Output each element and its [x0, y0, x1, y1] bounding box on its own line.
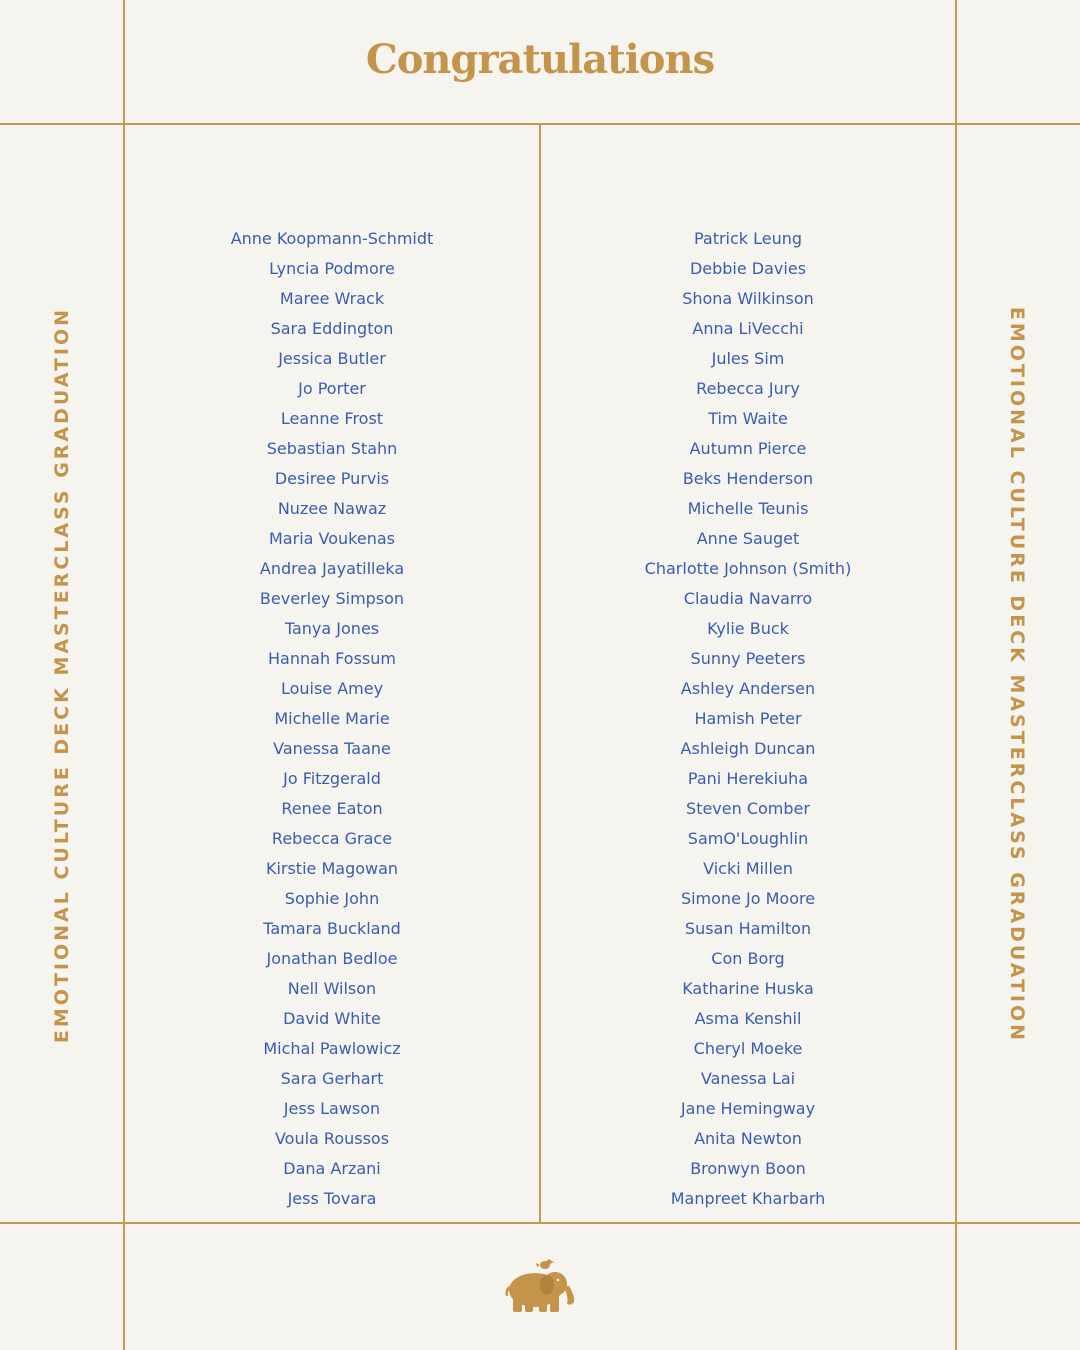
graduate-name: Jessica Butler — [278, 349, 386, 368]
graduate-name: Beverley Simpson — [259, 589, 405, 608]
graduate-name: Michelle Marie — [274, 709, 390, 728]
graduate-name: David White — [283, 1009, 381, 1028]
graduate-name: Rebecca Grace — [271, 829, 393, 848]
names-list-right — [541, 224, 955, 1214]
graduate-name: Anna LiVecchi — [692, 319, 804, 338]
graduate-name: Voula Roussos — [274, 1129, 390, 1148]
graduate-name: Tamara Buckland — [263, 919, 401, 938]
graduate-name: Tim Waite — [708, 409, 788, 428]
graduate-name: Sebastian Stahn — [266, 439, 398, 458]
graduate-name: Steven Comber — [686, 799, 810, 818]
graduate-name: Louise Amey — [280, 679, 384, 698]
graduate-name: Rebecca Jury — [696, 379, 800, 398]
graduate-name: Charlotte Johnson (Smith) — [644, 559, 852, 578]
graduate-name: Jonathan Bedloe — [266, 949, 398, 968]
side-caption-right: EMOTIONAL CULTURE DECK MASTERCLASS GRADUATION — [1006, 306, 1028, 1044]
graduate-name: Vanessa Taane — [273, 739, 391, 758]
graduate-name: Jo Fitzgerald — [283, 769, 381, 788]
graduate-name: Hamish Peter — [694, 709, 802, 728]
graduate-name: Anita Newton — [694, 1129, 802, 1148]
graduate-name: Maria Voukenas — [269, 529, 395, 548]
graduate-name: Katharine Huska — [682, 979, 814, 998]
graduate-name: Bronwyn Boon — [690, 1159, 806, 1178]
graduate-name: Desiree Purvis — [274, 469, 390, 488]
graduate-name: Beks Henderson — [682, 469, 814, 488]
page-title: Congratulations — [365, 36, 715, 83]
graduate-name: Michelle Teunis — [687, 499, 809, 518]
side-caption-left: EMOTIONAL CULTURE DECK MASTERCLASS GRADUATION — [51, 306, 73, 1044]
elephant-icon — [503, 1256, 577, 1316]
graduate-name: Nell Wilson — [287, 979, 377, 998]
graduate-name: Susan Hamilton — [684, 919, 812, 938]
graduate-name: Vanessa Lai — [700, 1069, 796, 1088]
graduate-name: Dana Arzani — [283, 1159, 381, 1178]
graduate-name: Leanne Frost — [280, 409, 384, 428]
graduate-name: Autumn Pierce — [689, 439, 807, 458]
graduate-name: Vicki Millen — [703, 859, 793, 878]
right-border-line — [955, 0, 957, 1350]
graduate-name: Jules Sim — [711, 349, 785, 368]
graduate-name: Renee Eaton — [281, 799, 383, 818]
graduate-name: Maree Wrack — [279, 289, 385, 308]
graduate-name: Jane Hemingway — [680, 1099, 816, 1118]
graduate-name: Hannah Fossum — [268, 649, 396, 668]
graduate-name: Nuzee Nawaz — [277, 499, 387, 518]
graduate-name: Ashleigh Duncan — [680, 739, 816, 758]
graduate-name: Sophie John — [284, 889, 380, 908]
graduate-name: Lyncia Podmore — [269, 259, 395, 278]
graduate-name: Sara Gerhart — [280, 1069, 384, 1088]
graduate-name: Claudia Navarro — [683, 589, 813, 608]
graduate-name: Debbie Davies — [689, 259, 807, 278]
graduate-name: Jo Porter — [298, 379, 366, 398]
graduate-name: Sara Eddington — [270, 319, 394, 338]
graduate-name: Con Borg — [711, 949, 785, 968]
graduate-name: Ashley Andersen — [680, 679, 816, 698]
graduate-name: Jess Lawson — [283, 1099, 381, 1118]
names-list-left — [125, 224, 539, 1214]
graduate-name: Michal Pawlowicz — [263, 1039, 401, 1058]
graduate-name: Simone Jo Moore — [680, 889, 816, 908]
graduate-name: Asma Kenshil — [694, 1009, 802, 1028]
graduate-name: Pani Herekiuha — [687, 769, 809, 788]
graduate-name: Sunny Peeters — [690, 649, 806, 668]
graduate-name: Patrick Leung — [693, 229, 803, 248]
graduate-name: Anne Sauget — [696, 529, 800, 548]
graduate-name: Shona Wilkinson — [682, 289, 814, 308]
graduate-name: Jess Tovara — [287, 1189, 377, 1208]
graduate-name: Cheryl Moeke — [693, 1039, 803, 1058]
graduate-name: Andrea Jayatilleka — [259, 559, 405, 578]
graduate-name: Tanya Jones — [284, 619, 380, 638]
graduate-name: Kirstie Magowan — [265, 859, 399, 878]
graduate-name: SamO'Loughlin — [687, 829, 809, 848]
graduate-name: Manpreet Kharbarh — [670, 1189, 826, 1208]
graduate-name: Kylie Buck — [707, 619, 789, 638]
graduate-name: Anne Koopmann-Schmidt — [230, 229, 434, 248]
